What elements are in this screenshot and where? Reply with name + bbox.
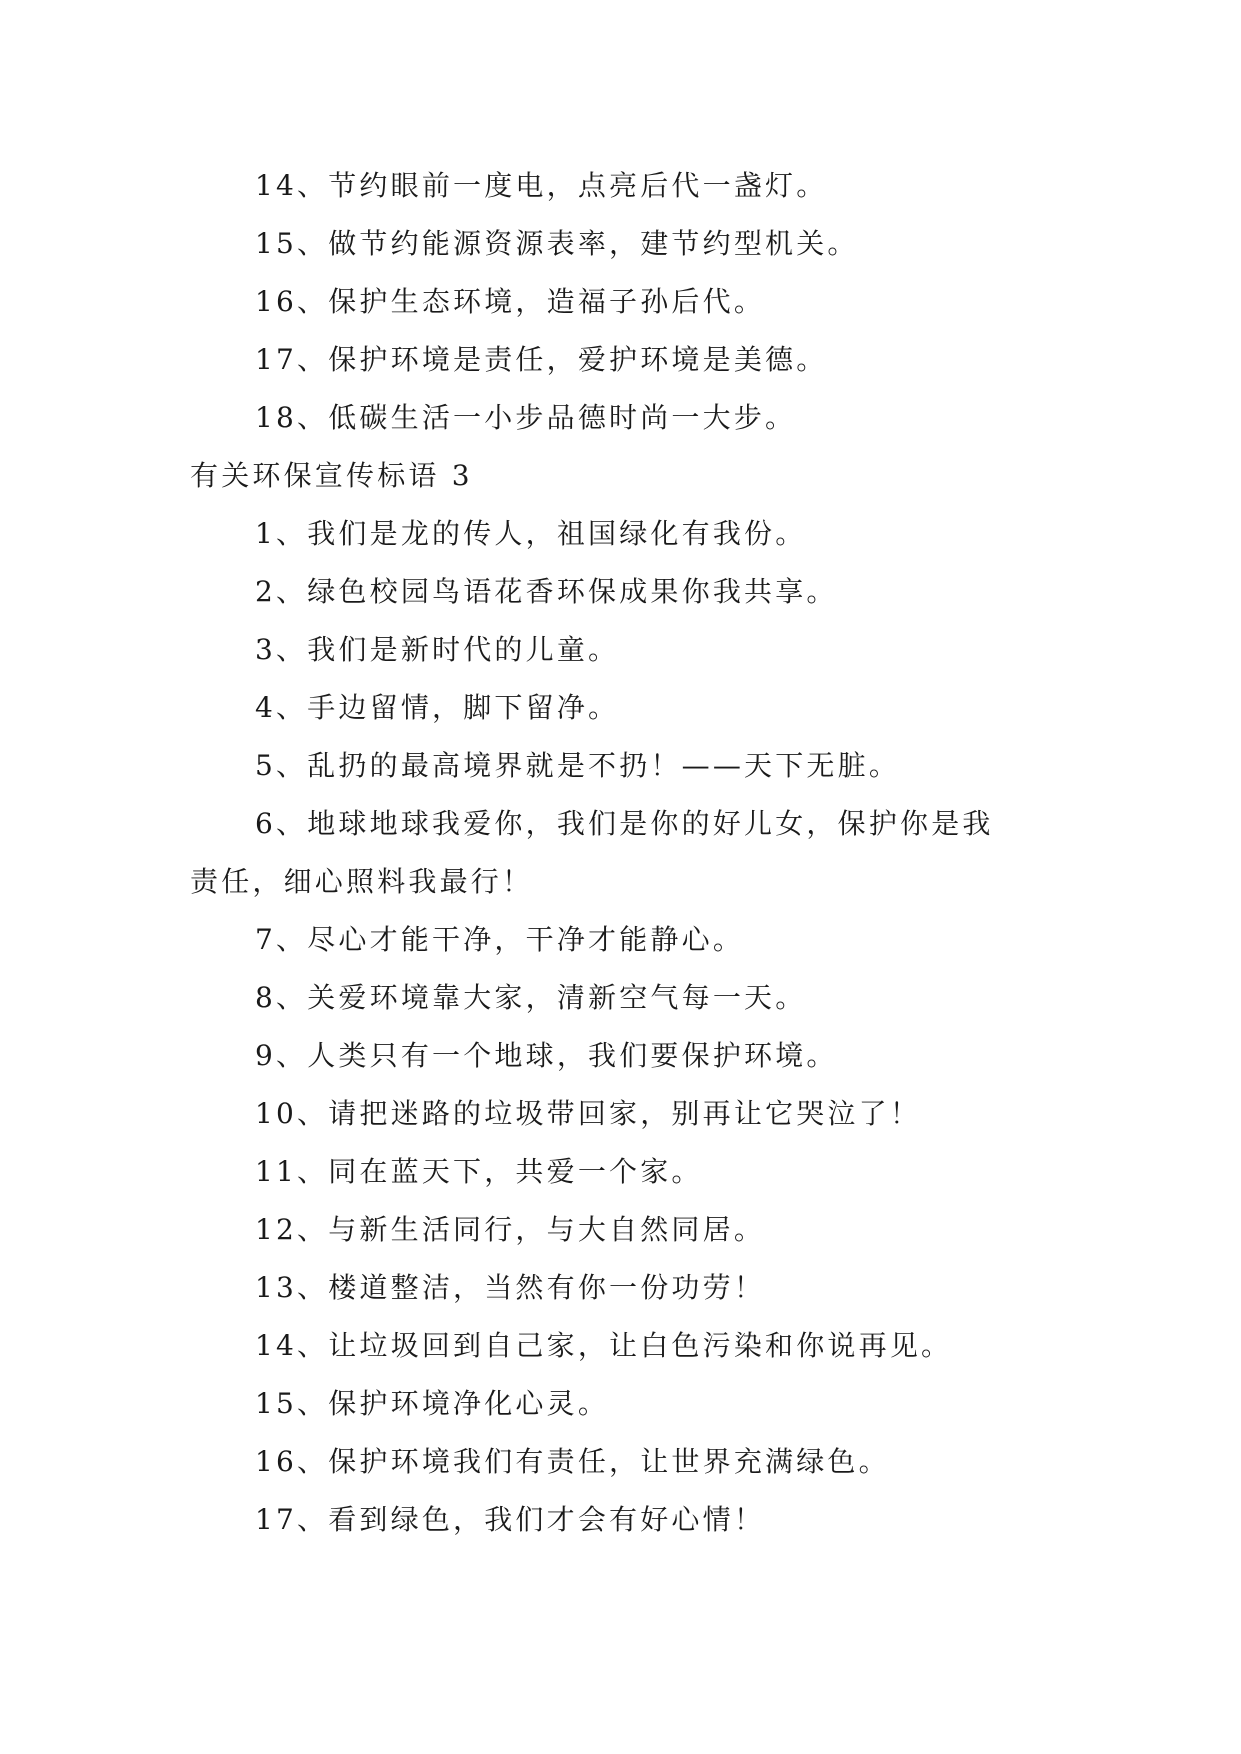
- slogan-line-continuation: 责任，细心照料我最行！: [190, 865, 534, 898]
- slogan-line: 14、节约眼前一度电，点亮后代一盏灯。: [255, 169, 828, 202]
- slogan-line: 12、与新生活同行，与大自然同居。: [255, 1213, 766, 1246]
- slogan-line: 1、我们是龙的传人，祖国绿化有我份。: [255, 517, 807, 550]
- slogan-line: 18、低碳生活一小步品德时尚一大步。: [255, 401, 797, 434]
- slogan-line: 9、人类只有一个地球，我们要保护环境。: [255, 1039, 838, 1072]
- slogan-line: 14、让垃圾回到自己家，让白色污染和你说再见。: [255, 1329, 953, 1362]
- section-heading: 有关环保宣传标语 3: [190, 459, 473, 492]
- slogan-line: 15、做节约能源资源表率，建节约型机关。: [255, 227, 859, 260]
- slogan-line: 2、绿色校园鸟语花香环保成果你我共享。: [255, 575, 838, 608]
- slogan-line: 10、请把迷路的垃圾带回家，别再让它哭泣了！: [255, 1097, 922, 1130]
- slogan-line: 11、同在蓝天下，共爱一个家。: [255, 1155, 703, 1188]
- slogan-line: 16、保护环境我们有责任，让世界充满绿色。: [255, 1445, 890, 1478]
- slogan-line: 15、保护环境净化心灵。: [255, 1387, 610, 1420]
- slogan-line: 17、保护环境是责任，爱护环境是美德。: [255, 343, 828, 376]
- slogan-line: 6、地球地球我爱你，我们是你的好儿女，保护你是我: [255, 807, 994, 840]
- slogan-line: 16、保护生态环境，造福子孙后代。: [255, 285, 766, 318]
- slogan-line: 17、看到绿色，我们才会有好心情！: [255, 1503, 766, 1536]
- slogan-line: 5、乱扔的最高境界就是不扔！——天下无脏。: [255, 749, 901, 782]
- slogan-line: 7、尽心才能干净，干净才能静心。: [255, 923, 745, 956]
- slogan-line: 3、我们是新时代的儿童。: [255, 633, 620, 666]
- slogan-line: 8、关爱环境靠大家，清新空气每一天。: [255, 981, 807, 1014]
- slogan-line: 13、楼道整洁，当然有你一份功劳！: [255, 1271, 766, 1304]
- slogan-line: 4、手边留情，脚下留净。: [255, 691, 620, 724]
